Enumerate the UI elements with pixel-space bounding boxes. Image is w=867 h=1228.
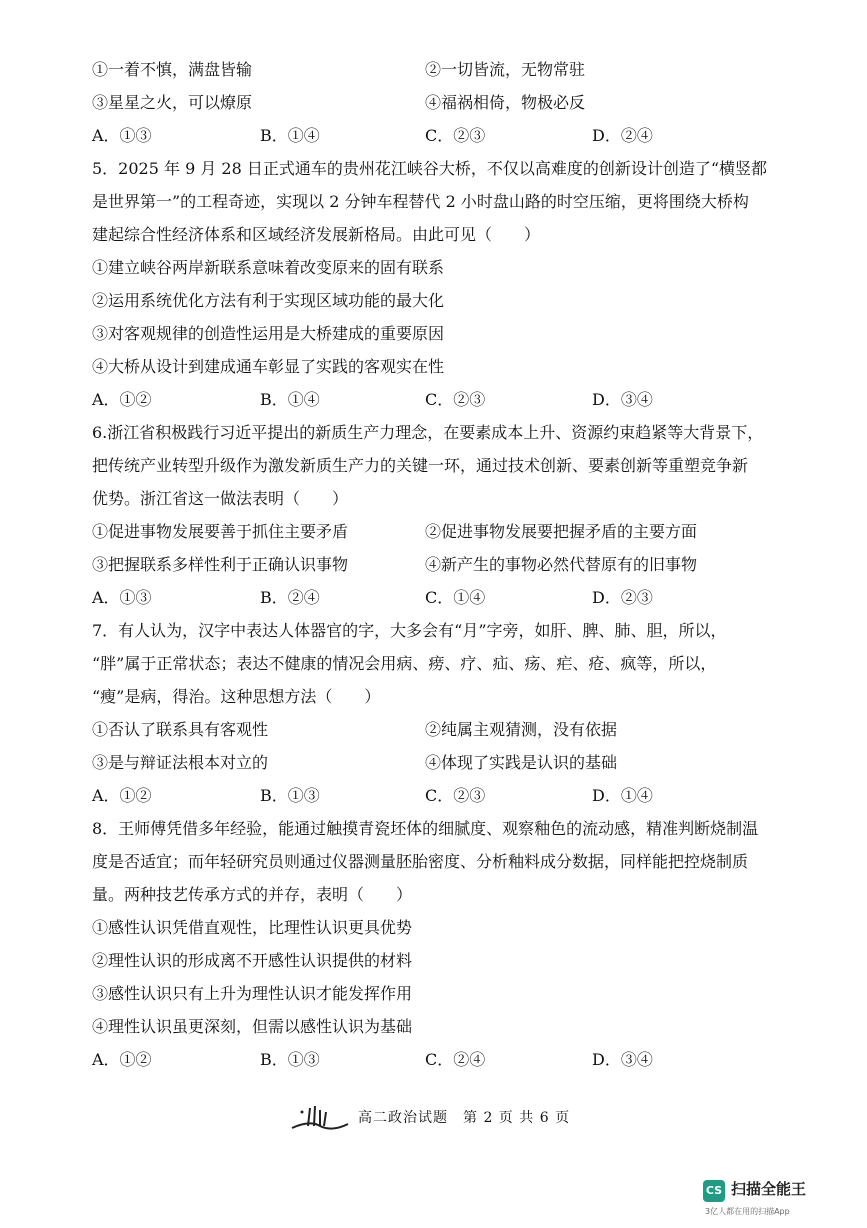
q8-choice-d: D．③④ [592,1050,653,1069]
q5-choice-c: C．②③ [425,390,486,409]
q5-stem-line-1: 5．2025 年 9 月 28 日正式通车的贵州花江峡谷大桥，不仅以高难度的创新设计创造了“横竖都 [92,159,768,178]
q6-choice-d: D．②③ [592,588,653,607]
q7-stem-line-3: “瘦”是病，得治。这种思想方法（ ） [92,687,381,706]
q7-choice-d: D．①④ [592,786,653,805]
q6-option-4: ④新产生的事物必然代替原有的旧事物 [425,555,698,574]
q7-option-2: ②纯属主观猜测，没有依据 [425,720,618,739]
q6-choice-c: C．①④ [425,588,486,607]
q5-stem-line-2: 是世界第一”的工程奇迹，实现以 2 分钟车程替代 2 小时盘山路的时空压缩，更将围绕大桥构 [92,192,749,211]
q5-option-3: ③对客观规律的创造性运用是大桥建成的重要原因 [92,324,445,343]
q8-choice-a: A．①② [92,1050,152,1069]
q7-stem-line-1: 7．有人认为，汉字中表达人体器官的字，大多会有“月”字旁，如肝、脾、肺、胆，所以， [92,621,727,640]
q7-option-3: ③是与辩证法根本对立的 [92,753,269,772]
q6-stem-line-2: 把传统产业转型升级作为激发新质生产力的关键一环，通过技术创新、要素创新等重塑竞争新 [92,456,749,475]
q4-option-2: ②一切皆流，无物常驻 [425,60,586,79]
q6-option-1: ①促进事物发展要善于抓住主要矛盾 [92,522,349,541]
q6-stem-line-1: 6.浙江省积极践行习近平提出的新质生产力理念，在要素成本上升、资源约束趋紧等大背景下， [92,423,764,442]
q5-option-2: ②运用系统优化方法有利于实现区域功能的最大化 [92,291,445,310]
q7-stem-line-2: “胖”属于正常状态；表达不健康的情况会用病、痨、疗、疝、疡、疟、疮、疯等，所以， [92,654,717,673]
q6-choice-b: B．②④ [260,588,320,607]
q4-choice-d: D．②④ [592,126,653,145]
page-footer [290,1102,570,1132]
q6-stem-line-3: 优势。浙江省这一做法表明（ ） [92,489,349,508]
scanner-badge [703,1178,853,1218]
q4-choice-c: C．②③ [425,126,486,145]
q7-option-1: ①否认了联系具有客观性 [92,720,269,739]
q6-option-3: ③把握联系多样性利于正确认识事物 [92,555,349,574]
footer-text: 高二政治试题 第 2 页 共 6 页 [358,1110,571,1126]
q4-option-1: ①一着不慎，满盘皆输 [92,60,253,79]
school-logo-icon [290,1102,350,1132]
q4-option-3: ③星星之火，可以燎原 [92,93,253,112]
q7-choice-a: A．①② [92,786,152,805]
q4-option-4: ④福祸相倚，物极必反 [425,93,586,112]
q4-choice-a: A．①③ [92,126,152,145]
q5-choice-d: D．③④ [592,390,653,409]
q5-choice-b: B．①④ [260,390,320,409]
q8-choice-c: C．②④ [425,1050,486,1069]
scanner-name: 扫描全能王 [731,1180,807,1198]
q8-option-2: ②理性认识的形成离不开感性认识提供的材料 [92,951,413,970]
q7-choice-c: C．②③ [425,786,486,805]
q8-stem-line-1: 8．王师傅凭借多年经验，能通过触摸青瓷坯体的细腻度、观察釉色的流动感，精准判断烧制温 [92,819,759,838]
q8-option-3: ③感性认识只有上升为理性认识才能发挥作用 [92,984,413,1003]
q8-stem-line-2: 度是否适宜；而年轻研究员则通过仪器测量胚胎密度、分析釉料成分数据，同样能把控烧制质 [92,852,749,871]
q7-choice-b: B．①③ [260,786,320,805]
q7-option-4: ④体现了实践是认识的基础 [425,753,618,772]
q8-choice-b: B．①③ [260,1050,320,1069]
q6-option-2: ②促进事物发展要把握矛盾的主要方面 [425,522,698,541]
q8-stem-line-3: 量。两种技艺传承方式的并存，表明（ ） [92,885,413,904]
q5-choice-a: A．①② [92,390,152,409]
scanner-subtitle: 3亿人都在用的扫描App [705,1207,790,1216]
q5-option-4: ④大桥从设计到建成通车彰显了实践的客观实在性 [92,357,445,376]
scanner-logo-icon: CS [703,1180,725,1202]
q5-stem-line-3: 建起综合性经济体系和区域经济发展新格局。由此可见（ ） [92,225,541,244]
q5-option-1: ①建立峡谷两岸新联系意味着改变原来的固有联系 [92,258,445,277]
q6-choice-a: A．①③ [92,588,152,607]
q4-choice-b: B．①④ [260,126,320,145]
q8-option-1: ①感性认识凭借直观性，比理性认识更具优势 [92,918,413,937]
q8-option-4: ④理性认识虽更深刻，但需以感性认识为基础 [92,1017,413,1036]
